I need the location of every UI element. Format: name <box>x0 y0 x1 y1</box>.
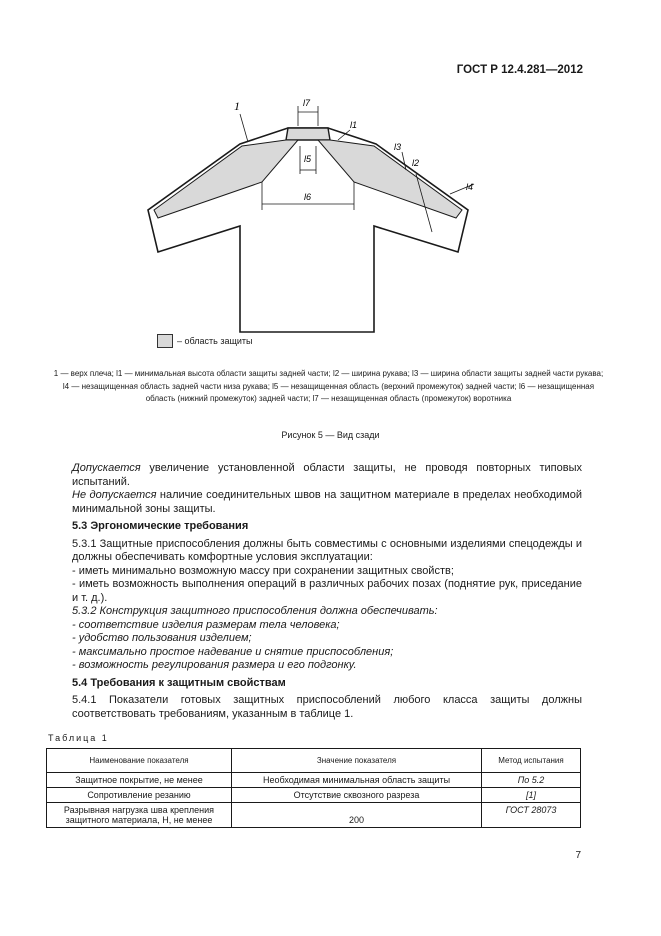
legend-text: – область защиты <box>177 336 253 346</box>
protection-swatch <box>157 334 173 348</box>
figure-title: Рисунок 5 — Вид сзади <box>281 430 380 440</box>
p1-emphasis: Допускается <box>72 462 141 474</box>
figure-caption: 1 — верх плеча; l1 — минимальная высота области защиты задней части; l2 — ширина рукава; l3 — ширина области защиты задней части рукава; l4 — незащищенная область задней части низа рукава; l5 — незащищенная область (верхний промежуток) задней части; l6 — незащищенная область (нижний промежуток) задней части; l7 — незащищенная область (промежуток) воротника <box>53 369 604 403</box>
table-label: Таблица 1 <box>48 733 109 743</box>
table-row <box>47 803 581 828</box>
p2-text: наличие соединительных швов на защитном материале в пределах необходимой минимальной зоны защиты. <box>72 489 583 515</box>
header-value: Значение показателя <box>232 749 482 773</box>
back-view-figure <box>140 92 500 362</box>
clause-5-3-2-b: - удобство пользования изделием; <box>72 632 252 644</box>
header-method: Метод испытания <box>482 749 581 773</box>
label-l4: l4 <box>466 182 474 192</box>
cell-indicator: Разрывная нагрузка шва крепления защитного материала, Н, не менее <box>47 803 232 828</box>
label-l2: l2 <box>412 158 420 168</box>
standard-header: ГОСТ Р 12.4.281—2012 <box>456 64 583 76</box>
p2-emphasis: Не допускается <box>72 489 157 501</box>
cell-value: Необходимая минимальная область защиты <box>232 773 482 788</box>
clause-5-3-2: 5.3.2 Конструкция защитного приспособления должна обеспечивать: <box>72 605 438 617</box>
clause-5-3-1-a: - иметь минимально возможную массу при сохранении защитных свойств; <box>72 564 454 577</box>
label-l5: l5 <box>304 154 312 164</box>
label-l1: l1 <box>350 120 358 130</box>
label-1: 1 <box>234 99 240 113</box>
figure-legend <box>157 334 253 348</box>
clause-5-3-2-d: - возможность регулирования размера и его подгонку. <box>72 659 357 671</box>
clause-5-3-1-b: - иметь возможность выполнения операций в различных рабочих позах (поднятие рук, приседание и т. д.). <box>72 578 582 604</box>
label-l3: l3 <box>394 142 402 152</box>
cell-indicator: Сопротивление резанию <box>47 788 232 803</box>
p1-text: увеличение установленной области защиты, не проводя повторных типовых испытаний. <box>72 462 582 488</box>
clause-5-3-2-a: - соответствие изделия размерам тела человека; <box>72 618 340 631</box>
cell-indicator: Защитное покрытие, не менее <box>47 773 232 788</box>
collar <box>286 128 330 140</box>
section-5-3: 5.3 Эргономические требования <box>72 520 249 532</box>
requirements-table <box>46 748 581 828</box>
garment-diagram <box>140 92 500 362</box>
label-l7: l7 <box>303 98 311 108</box>
page-number: 7 <box>575 850 581 861</box>
table-row <box>47 788 581 803</box>
clause-5-4-1: 5.4.1 Показатели готовых защитных приспособлений любого класса защиты должны соответствовать требованиям, указанным в таблице 1. <box>72 694 582 720</box>
clause-5-3-1: 5.3.1 Защитные приспособления должны быть совместимы с основными изделиями спецодежды и должны обеспечивать комфортные условия эксплуатации: <box>72 537 582 563</box>
clause-5-3-2-c: - максимально простое надевание и снятие приспособления; <box>72 645 394 658</box>
cell-method: По 5.2 <box>482 773 581 788</box>
cell-value: Отсутствие сквозного разреза <box>232 788 482 803</box>
body-text <box>72 462 582 721</box>
header-indicator: Наименование показателя <box>47 749 232 773</box>
table-row <box>47 773 581 788</box>
cell-method: ГОСТ 28073 <box>482 803 581 828</box>
cell-method: [1] <box>482 788 581 803</box>
cell-value: 200 <box>232 803 482 828</box>
label-l6: l6 <box>304 192 312 202</box>
section-5-4: 5.4 Требования к защитным свойствам <box>72 676 286 689</box>
